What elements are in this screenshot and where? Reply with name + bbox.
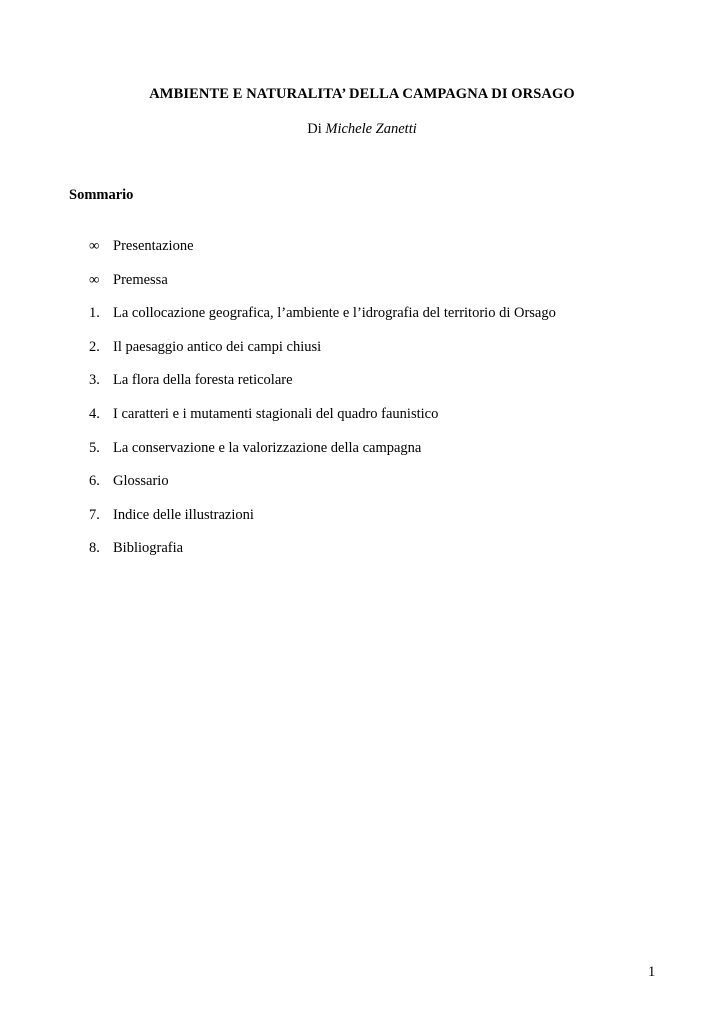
toc-item-text: La conservazione e la valorizzazione della campagna: [113, 439, 422, 456]
toc-item-text: Il paesaggio antico dei campi chiusi: [113, 338, 322, 355]
byline: [0, 121, 724, 138]
toc-item-text: La flora della foresta reticolare: [113, 372, 293, 389]
toc-number-marker: 2.: [89, 338, 100, 355]
table-of-contents: [0, 237, 724, 573]
toc-item-text: La collocazione geografica, l’ambiente e l’idrografia del territorio di Orsago: [113, 305, 556, 322]
toc-item: [0, 539, 724, 573]
toc-bullet-marker: ∞: [89, 238, 100, 254]
document-title: AMBIENTE E NATURALITA’ DELLA CAMPAGNA DI ORSAGO: [149, 86, 575, 102]
toc-item-text: Presentazione: [113, 238, 194, 254]
toc-number-marker: 5.: [89, 439, 100, 456]
toc-number-marker: 6.: [89, 473, 100, 490]
toc-item: [0, 506, 724, 540]
toc-item: [0, 338, 724, 372]
byline-prefix: Di: [307, 121, 322, 137]
toc-item: [0, 472, 724, 506]
toc-number-marker: 4.: [89, 405, 100, 422]
author-name: Michele Zanetti: [325, 121, 417, 137]
toc-item-text: Glossario: [113, 473, 169, 490]
toc-bullet-marker: ∞: [89, 271, 100, 288]
toc-number-marker: 1.: [89, 305, 100, 322]
toc-number-marker: 3.: [89, 372, 100, 389]
page-number: 1: [648, 964, 656, 980]
toc-item: [0, 271, 724, 305]
toc-item: [0, 371, 724, 405]
toc-item-text: Bibliografia: [113, 540, 184, 557]
section-heading-sommario: Sommario: [69, 187, 134, 203]
toc-item: [0, 304, 724, 338]
toc-item: [0, 439, 724, 473]
toc-item-text: Indice delle illustrazioni: [113, 506, 254, 523]
toc-item: [0, 405, 724, 439]
toc-number-marker: 8.: [89, 540, 100, 557]
toc-number-marker: 7.: [89, 506, 100, 523]
toc-item: [0, 237, 724, 271]
toc-item-text: Premessa: [113, 271, 168, 288]
toc-item-text: I caratteri e i mutamenti stagionali del quadro faunistico: [113, 405, 439, 422]
